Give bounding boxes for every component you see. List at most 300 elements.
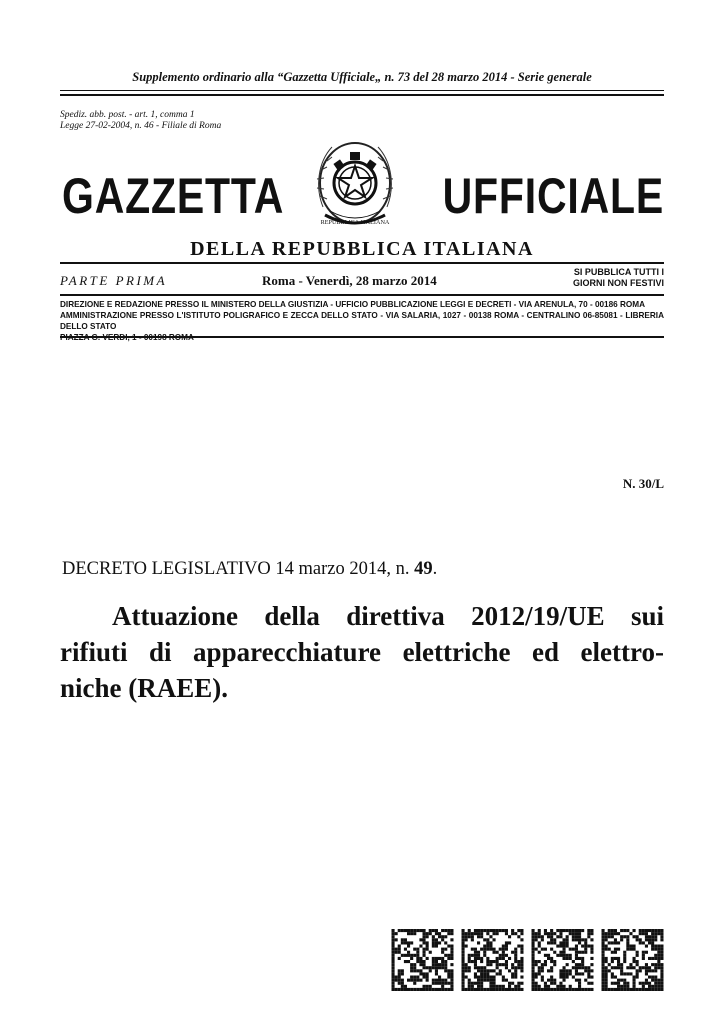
datamatrix-module <box>426 945 429 948</box>
datamatrix-module <box>480 966 483 969</box>
datamatrix-module <box>584 945 587 948</box>
datamatrix-module <box>605 972 608 975</box>
datamatrix-module <box>505 960 508 963</box>
datamatrix-module <box>660 969 663 972</box>
datamatrix-module <box>648 941 651 944</box>
datamatrix-module <box>450 969 453 972</box>
datamatrix-module <box>392 951 395 954</box>
datamatrix-module <box>407 960 410 963</box>
datamatrix-module <box>520 969 523 972</box>
datamatrix-module <box>553 960 556 963</box>
datamatrix-module <box>532 963 535 966</box>
datamatrix-module <box>617 963 620 966</box>
datamatrix-module <box>435 929 438 932</box>
datamatrix-module <box>483 929 486 932</box>
datamatrix-module <box>605 948 608 951</box>
datamatrix-module <box>575 979 578 982</box>
datamatrix-module <box>660 966 663 969</box>
datamatrix-module <box>648 976 651 979</box>
datamatrix-module <box>398 951 401 954</box>
datamatrix-module <box>483 938 486 941</box>
datamatrix-module <box>423 938 426 941</box>
datamatrix-module <box>450 948 453 951</box>
datamatrix-module <box>575 929 578 932</box>
datamatrix-module <box>556 935 559 938</box>
datamatrix-module <box>395 951 398 954</box>
datamatrix-module <box>538 972 541 975</box>
datamatrix-module <box>480 957 483 960</box>
datamatrix-module <box>590 976 593 979</box>
datamatrix-module <box>651 976 654 979</box>
datamatrix-module <box>407 951 410 954</box>
datamatrix-module <box>429 969 432 972</box>
datamatrix-module <box>477 941 480 944</box>
datamatrix-module <box>511 976 514 979</box>
datamatrix-module <box>392 988 395 991</box>
datamatrix-module <box>541 979 544 982</box>
datamatrix-module <box>489 969 492 972</box>
datamatrix-module <box>608 929 611 932</box>
datamatrix-module <box>496 929 499 932</box>
datamatrix-module <box>556 929 559 932</box>
issue-part: PARTE PRIMA <box>60 273 168 288</box>
datamatrix-module <box>392 969 395 972</box>
datamatrix-module <box>450 976 453 979</box>
datamatrix-module <box>605 932 608 935</box>
datamatrix-module <box>496 951 499 954</box>
datamatrix-module <box>419 938 422 941</box>
datamatrix-module <box>496 972 499 975</box>
datamatrix-module <box>605 945 608 948</box>
datamatrix-module <box>553 938 556 941</box>
datamatrix-module <box>584 969 587 972</box>
datamatrix-module <box>435 982 438 985</box>
datamatrix-module <box>486 957 489 960</box>
datamatrix-module <box>639 966 642 969</box>
datamatrix-module <box>633 960 636 963</box>
datamatrix-module <box>639 929 642 932</box>
datamatrix-module <box>496 985 499 988</box>
datamatrix-module <box>486 976 489 979</box>
datamatrix-module <box>559 954 562 957</box>
datamatrix-module <box>429 932 432 935</box>
datamatrix-module <box>532 969 535 972</box>
datamatrix-module <box>447 945 450 948</box>
datamatrix-module <box>602 929 605 932</box>
datamatrix-module <box>620 966 623 969</box>
datamatrix-module <box>605 969 608 972</box>
datamatrix-module <box>532 988 535 991</box>
datamatrix-module <box>611 966 614 969</box>
datamatrix-module <box>620 985 623 988</box>
datamatrix-module <box>541 938 544 941</box>
datamatrix-module <box>645 951 648 954</box>
datamatrix-module <box>401 985 404 988</box>
datamatrix-module <box>639 941 642 944</box>
datamatrix-module <box>486 929 489 932</box>
datamatrix-module <box>468 929 471 932</box>
masthead-subtitle: DELLA REPUBBLICA ITALIANA <box>190 238 534 260</box>
datamatrix-module <box>660 938 663 941</box>
datamatrix-module <box>520 938 523 941</box>
datamatrix-module <box>392 935 395 938</box>
datamatrix-module <box>578 951 581 954</box>
datamatrix-module <box>651 963 654 966</box>
datamatrix-module <box>499 985 502 988</box>
datamatrix-module <box>581 957 584 960</box>
datamatrix-module <box>538 960 541 963</box>
datamatrix-module <box>614 957 617 960</box>
datamatrix-module <box>517 982 520 985</box>
datamatrix-module <box>633 966 636 969</box>
datamatrix-module <box>590 929 593 932</box>
datamatrix-module <box>587 988 590 991</box>
datamatrix-module <box>462 966 465 969</box>
datamatrix-module <box>578 985 581 988</box>
datamatrix-module <box>426 966 429 969</box>
datamatrix-module <box>572 976 575 979</box>
datamatrix-module <box>502 951 505 954</box>
datamatrix-module <box>605 935 608 938</box>
datamatrix-module <box>401 929 404 932</box>
datamatrix-module <box>617 941 620 944</box>
datamatrix-module <box>462 957 465 960</box>
datamatrix-module <box>426 935 429 938</box>
datamatrix-module <box>590 938 593 941</box>
subtitle-rule <box>60 262 664 264</box>
datamatrix-module <box>426 972 429 975</box>
datamatrix-module <box>407 988 410 991</box>
datamatrix-module <box>511 951 514 954</box>
datamatrix-module <box>633 948 636 951</box>
datamatrix-module <box>660 945 663 948</box>
datamatrix-module <box>441 960 444 963</box>
datamatrix-module <box>563 938 566 941</box>
datamatrix-module <box>404 941 407 944</box>
datamatrix-module <box>578 988 581 991</box>
datamatrix-module <box>413 966 416 969</box>
datamatrix-module <box>444 982 447 985</box>
datamatrix-module <box>590 945 593 948</box>
datamatrix-module <box>636 969 639 972</box>
datamatrix-module <box>581 951 584 954</box>
datamatrix-module <box>547 969 550 972</box>
datamatrix-module <box>486 972 489 975</box>
datamatrix-module <box>441 948 444 951</box>
datamatrix-module <box>447 954 450 957</box>
datamatrix-module <box>480 972 483 975</box>
datamatrix-module <box>633 929 636 932</box>
datamatrix-module <box>441 935 444 938</box>
datamatrix-module <box>502 929 505 932</box>
datamatrix-module <box>404 954 407 957</box>
datamatrix-module <box>648 938 651 941</box>
datamatrix-module <box>447 957 450 960</box>
datamatrix-module <box>633 935 636 938</box>
datamatrix-module <box>584 948 587 951</box>
datamatrix-module <box>563 966 566 969</box>
datamatrix-module <box>474 951 477 954</box>
datamatrix-module <box>602 979 605 982</box>
datamatrix-module <box>462 951 465 954</box>
datamatrix-module <box>423 935 426 938</box>
datamatrix-module <box>608 988 611 991</box>
datamatrix-module <box>535 985 538 988</box>
datamatrix-module <box>392 976 395 979</box>
datamatrix-module <box>444 988 447 991</box>
shipping-line-2: Legge 27-02-2004, n. 46 - Filiale di Roma <box>60 121 222 131</box>
datamatrix-module <box>465 935 468 938</box>
datamatrix-module <box>511 982 514 985</box>
datamatrix-module <box>416 976 419 979</box>
datamatrix-module <box>654 982 657 985</box>
datamatrix-module <box>505 988 508 991</box>
datamatrix-module <box>651 979 654 982</box>
datamatrix-module <box>514 976 517 979</box>
datamatrix-module <box>563 957 566 960</box>
datamatrix-module <box>602 985 605 988</box>
datamatrix-module <box>660 957 663 960</box>
datamatrix-module <box>617 982 620 985</box>
datamatrix-module <box>480 982 483 985</box>
datamatrix-module <box>410 932 413 935</box>
datamatrix-module <box>465 976 468 979</box>
datamatrix-module <box>435 966 438 969</box>
datamatrix-module <box>608 941 611 944</box>
datamatrix-module <box>575 948 578 951</box>
datamatrix-module <box>474 988 477 991</box>
datamatrix-module <box>559 969 562 972</box>
datamatrix-module <box>398 945 401 948</box>
datamatrix-module <box>623 982 626 985</box>
datamatrix-module <box>423 954 426 957</box>
datamatrix-module <box>535 938 538 941</box>
datamatrix-module <box>611 960 614 963</box>
datamatrix-module <box>444 969 447 972</box>
datamatrix-module <box>578 935 581 938</box>
datamatrix-module <box>611 932 614 935</box>
datamatrix-module <box>496 957 499 960</box>
datamatrix-module <box>447 982 450 985</box>
datamatrix-module <box>395 948 398 951</box>
datamatrix-module <box>474 966 477 969</box>
datamatrix-module <box>502 954 505 957</box>
datamatrix-module <box>541 935 544 938</box>
datamatrix-module <box>392 957 395 960</box>
datamatrix-module <box>648 988 651 991</box>
datamatrix-module <box>401 941 404 944</box>
datamatrix-module <box>626 929 629 932</box>
datamatrix-module <box>493 948 496 951</box>
datamatrix-module <box>438 935 441 938</box>
datamatrix-module <box>550 938 553 941</box>
datamatrix-module <box>538 985 541 988</box>
datamatrix-module <box>429 985 432 988</box>
datamatrix-module <box>654 938 657 941</box>
datamatrix-module <box>636 951 639 954</box>
datamatrix-module <box>432 935 435 938</box>
datamatrix-module <box>489 935 492 938</box>
datamatrix-module <box>563 948 566 951</box>
datamatrix-module <box>611 929 614 932</box>
datamatrix-module <box>532 951 535 954</box>
datamatrix-module <box>496 963 499 966</box>
datamatrix-module <box>395 938 398 941</box>
datamatrix-module <box>587 935 590 938</box>
datamatrix-module <box>486 979 489 982</box>
datamatrix-module <box>392 960 395 963</box>
datamatrix-module <box>444 963 447 966</box>
datamatrix-module <box>429 951 432 954</box>
datamatrix-module <box>614 929 617 932</box>
datamatrix-module <box>502 979 505 982</box>
datamatrix-module <box>432 938 435 941</box>
datamatrix-module <box>447 929 450 932</box>
datamatrix-module <box>514 985 517 988</box>
datamatrix-code-icon <box>529 929 596 991</box>
publication-note <box>573 267 664 289</box>
datamatrix-module <box>410 966 413 969</box>
datamatrix-module <box>538 935 541 938</box>
datamatrix-module <box>617 966 620 969</box>
datamatrix-module <box>629 932 632 935</box>
datamatrix-module <box>520 963 523 966</box>
datamatrix-module <box>654 929 657 932</box>
datamatrix-module <box>398 979 401 982</box>
datamatrix-module <box>645 935 648 938</box>
datamatrix-module <box>645 969 648 972</box>
datamatrix-module <box>465 963 468 966</box>
datamatrix-module <box>605 982 608 985</box>
datamatrix-module <box>432 957 435 960</box>
datamatrix-module <box>602 957 605 960</box>
datamatrix-module <box>438 941 441 944</box>
datamatrix-module <box>636 976 639 979</box>
datamatrix-module <box>614 988 617 991</box>
datamatrix-module <box>407 929 410 932</box>
datamatrix-module <box>563 972 566 975</box>
datamatrix-module <box>404 929 407 932</box>
datamatrix-module <box>413 963 416 966</box>
datamatrix-module <box>392 954 395 957</box>
datamatrix-module <box>474 982 477 985</box>
datamatrix-module <box>514 960 517 963</box>
datamatrix-module <box>605 938 608 941</box>
datamatrix-module <box>657 966 660 969</box>
datamatrix-module <box>517 963 520 966</box>
datamatrix-module <box>423 985 426 988</box>
datamatrix-module <box>620 929 623 932</box>
datamatrix-module <box>532 972 535 975</box>
datamatrix-module <box>550 966 553 969</box>
datamatrix-module <box>581 929 584 932</box>
datamatrix-module <box>566 929 569 932</box>
datamatrix-module <box>633 979 636 982</box>
datamatrix-module <box>602 954 605 957</box>
datamatrix-module <box>535 963 538 966</box>
datamatrix-module <box>517 935 520 938</box>
datamatrix-module <box>465 932 468 935</box>
datamatrix-module <box>642 929 645 932</box>
datamatrix-module <box>398 948 401 951</box>
datamatrix-module <box>404 960 407 963</box>
datamatrix-module <box>450 932 453 935</box>
datamatrix-module <box>550 988 553 991</box>
datamatrix-module <box>535 948 538 951</box>
datamatrix-module <box>474 929 477 932</box>
datamatrix-module <box>462 960 465 963</box>
datamatrix-module <box>563 969 566 972</box>
datamatrix-module <box>626 985 629 988</box>
datamatrix-module <box>480 979 483 982</box>
datamatrix-module <box>575 932 578 935</box>
datamatrix-module <box>432 966 435 969</box>
datamatrix-module <box>563 976 566 979</box>
datamatrix-module <box>617 979 620 982</box>
datamatrix-module <box>532 979 535 982</box>
datamatrix-module <box>651 969 654 972</box>
datamatrix-module <box>538 966 541 969</box>
datamatrix-module <box>648 957 651 960</box>
datamatrix-module <box>462 972 465 975</box>
datamatrix-module <box>471 932 474 935</box>
datamatrix-module <box>462 945 465 948</box>
datamatrix-module <box>462 929 465 932</box>
datamatrix-module <box>602 963 605 966</box>
datamatrix-module <box>511 972 514 975</box>
datamatrix-module <box>566 941 569 944</box>
datamatrix-module <box>654 988 657 991</box>
datamatrix-module <box>626 938 629 941</box>
datamatrix-module <box>587 972 590 975</box>
datamatrix-module <box>477 929 480 932</box>
datamatrix-module <box>392 966 395 969</box>
datamatrix-module <box>450 979 453 982</box>
datamatrix-module <box>535 982 538 985</box>
datamatrix-module <box>569 954 572 957</box>
datamatrix-module <box>614 976 617 979</box>
datamatrix-module <box>499 988 502 991</box>
datamatrix-module <box>438 932 441 935</box>
datamatrix-module <box>532 957 535 960</box>
datamatrix-module <box>566 938 569 941</box>
datamatrix-module <box>575 957 578 960</box>
datamatrix-module <box>578 966 581 969</box>
publication-note-line-1: SI PUBBLICA TUTTI I <box>573 267 664 277</box>
datamatrix-module <box>602 976 605 979</box>
datamatrix-module <box>429 988 432 991</box>
datamatrix-module <box>477 969 480 972</box>
datamatrix-module <box>550 941 553 944</box>
datamatrix-module <box>401 972 404 975</box>
datamatrix-module <box>413 954 416 957</box>
datamatrix-module <box>541 969 544 972</box>
datamatrix-module <box>556 988 559 991</box>
datamatrix-module <box>642 988 645 991</box>
datamatrix-module <box>620 972 623 975</box>
datamatrix-module <box>517 960 520 963</box>
datamatrix-module <box>532 982 535 985</box>
datamatrix-module <box>477 935 480 938</box>
datamatrix-module <box>410 988 413 991</box>
datamatrix-module <box>532 966 535 969</box>
datamatrix-module <box>486 969 489 972</box>
datamatrix-module <box>660 935 663 938</box>
datamatrix-module <box>450 988 453 991</box>
datamatrix-module <box>645 929 648 932</box>
datamatrix-module <box>642 985 645 988</box>
datamatrix-module <box>514 948 517 951</box>
